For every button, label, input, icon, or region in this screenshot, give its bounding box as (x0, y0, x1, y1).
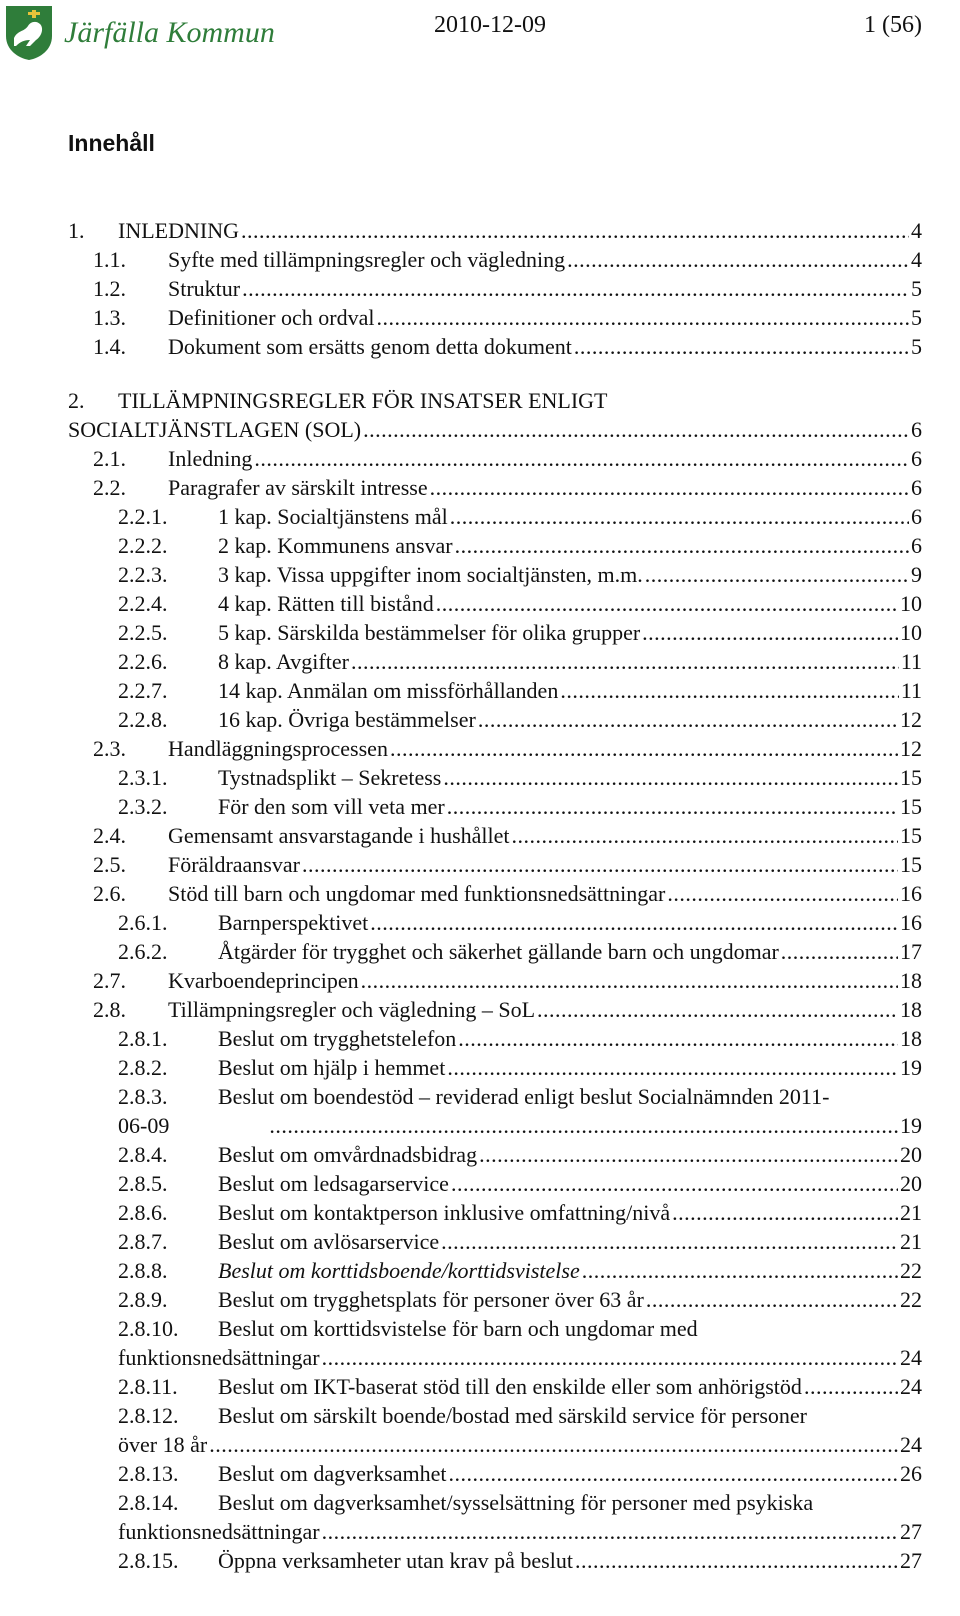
toc-entry[interactable] (0, 245, 960, 275)
toc-page-number: 22 (900, 1287, 922, 1312)
dot-leader (351, 647, 899, 677)
toc-entry[interactable] (0, 386, 960, 416)
toc-entry[interactable] (0, 502, 960, 532)
toc-title: Åtgärder för trygghet och säkerhet gällande barn och ungdomar (218, 939, 779, 964)
toc-number: 2.1. (93, 446, 126, 471)
dot-leader (645, 560, 909, 590)
dot-leader (449, 1459, 898, 1489)
toc-number: 2.2.5. (118, 620, 168, 645)
toc-number: 2.2.4. (118, 591, 168, 616)
toc-number: 2.8.3. (118, 1084, 168, 1109)
toc-page-number: 10 (900, 620, 922, 645)
toc-number: 2.2.2. (118, 533, 168, 558)
toc-entry[interactable] (0, 560, 960, 590)
toc-page-number: 12 (900, 707, 922, 732)
toc-page-number: 5 (911, 305, 922, 330)
toc-title: Beslut om trygghetsplats för personer över 63 år (218, 1287, 644, 1312)
toc-entry[interactable] (0, 676, 960, 706)
toc-heading: Innehåll (68, 130, 155, 156)
dot-leader (781, 937, 898, 967)
dot-leader (512, 821, 898, 851)
toc-page-number: 6 (911, 446, 922, 471)
toc-number: 2.8.6. (118, 1200, 168, 1225)
toc-title: Beslut om avlösarservice (218, 1229, 440, 1254)
dot-leader (575, 1546, 898, 1576)
toc-title: Beslut om hjälp i hemmet (218, 1055, 446, 1080)
toc-number: 1. (68, 218, 85, 243)
toc-title: 1 kap. Socialtjänstens mål (218, 504, 448, 529)
toc-page-number: 5 (911, 334, 922, 359)
toc-number: 2.2.3. (118, 562, 168, 587)
toc-page-number: 19 (900, 1055, 922, 1080)
toc-title: Tillämpningsregler och vägledning – SoL (168, 997, 536, 1022)
toc-page-number: 12 (900, 736, 922, 761)
toc-title: SOCIALTJÄNSTLAGEN (SOL) (68, 417, 362, 442)
toc-entry[interactable] (0, 1401, 960, 1431)
toc-title: Beslut om boendestöd – reviderad enligt beslut Socialnämnden 2011- (218, 1084, 830, 1109)
toc-title: Tystnadsplikt – Sekretess (218, 765, 442, 790)
dot-leader (479, 1140, 898, 1170)
toc-number: 2.8.14. (118, 1490, 179, 1515)
toc-page-number: 9 (911, 562, 922, 587)
toc-entry[interactable] (0, 1343, 960, 1373)
toc-page-number: 19 (900, 1113, 922, 1138)
toc-entry[interactable] (0, 1372, 960, 1402)
toc-number: 2.8.15. (118, 1548, 179, 1573)
toc-entry[interactable] (0, 1488, 960, 1518)
toc-number: 2.8.4. (118, 1142, 168, 1167)
dot-leader (436, 589, 898, 619)
dot-leader (322, 1343, 898, 1373)
toc-number: 2.8. (93, 997, 126, 1022)
toc-entry[interactable] (0, 879, 960, 909)
toc-number: 2.8.2. (118, 1055, 168, 1080)
toc-number: 2. (68, 388, 85, 413)
toc-entry[interactable] (0, 705, 960, 735)
toc-entry[interactable] (0, 1053, 960, 1083)
toc-number: 2.8.11. (118, 1374, 178, 1399)
dot-leader (537, 995, 898, 1025)
dot-leader (447, 1053, 898, 1083)
dot-leader (560, 676, 898, 706)
toc-number: 2.4. (93, 823, 126, 848)
toc-number: 2.2.8. (118, 707, 168, 732)
toc-number: 2.6.1. (118, 910, 168, 935)
toc-title: Beslut om ledsagarservice (218, 1171, 449, 1196)
toc-number: 2.8.1. (118, 1026, 168, 1051)
toc-number: 2.6. (93, 881, 126, 906)
document-date: 2010-12-09 (434, 12, 546, 38)
toc-page-number: 26 (900, 1461, 922, 1486)
toc-title: Beslut om trygghetstelefon (218, 1026, 457, 1051)
dot-leader (241, 216, 909, 246)
toc-title: TILLÄMPNINGSREGLER FÖR INSATSER ENLIGT (118, 388, 608, 413)
toc-page-number: 22 (900, 1258, 922, 1283)
toc-entry[interactable] (0, 1285, 960, 1315)
toc-page-number: 27 (900, 1519, 922, 1544)
dot-leader (447, 792, 898, 822)
toc-title: INLEDNING (118, 218, 239, 243)
toc-title: över 18 år (118, 1432, 208, 1457)
toc-entry[interactable] (0, 415, 960, 445)
toc-title: 16 kap. Övriga bestämmelser (218, 707, 476, 732)
toc-number: 2.3.1. (118, 765, 168, 790)
toc-entry[interactable] (0, 1314, 960, 1344)
toc-entry[interactable] (0, 531, 960, 561)
toc-entry[interactable] (0, 274, 960, 304)
toc-page-number: 21 (900, 1229, 922, 1254)
toc-number: 2.3.2. (118, 794, 168, 819)
toc-entry[interactable] (0, 850, 960, 880)
dot-leader (363, 415, 909, 445)
toc-number: 1.1. (93, 247, 126, 272)
toc-page-number: 20 (900, 1142, 922, 1167)
toc-title: funktionsnedsättningar (118, 1345, 320, 1370)
dot-leader (582, 1256, 898, 1286)
toc-entry[interactable] (0, 966, 960, 996)
logo-wordmark: Järfälla Kommun (64, 16, 275, 49)
toc-entry[interactable] (0, 1227, 960, 1257)
toc-title: 3 kap. Vissa uppgifter inom socialtjänsten, m.m. (218, 562, 643, 587)
dot-leader (443, 763, 898, 793)
toc-entry[interactable] (0, 1430, 960, 1460)
dot-leader (377, 303, 910, 333)
toc-title: Beslut om IKT-baserat stöd till den enskilde eller som anhörigstöd (218, 1374, 802, 1399)
toc-title: Stöd till barn och ungdomar med funktionsnedsättningar (168, 881, 666, 906)
toc-title: Beslut om korttidsboende/korttidsvistelse (218, 1258, 580, 1283)
jarfalla-kommun-logo (2, 2, 302, 62)
dot-leader (242, 274, 909, 304)
toc-title: 5 kap. Särskilda bestämmelser för olika grupper (218, 620, 641, 645)
toc-page-number: 4 (911, 218, 922, 243)
toc-page-number: 4 (911, 247, 922, 272)
dot-leader (209, 1430, 898, 1460)
toc-number: 2.2. (93, 475, 126, 500)
toc-entry[interactable] (0, 303, 960, 333)
toc-title: Definitioner och ordval (168, 305, 375, 330)
dot-leader (269, 1111, 898, 1141)
toc-entry[interactable] (0, 1256, 960, 1286)
toc-number: 2.2.1. (118, 504, 168, 529)
toc-title: Handläggningsprocessen (168, 736, 388, 761)
toc-page-number: 16 (900, 910, 922, 935)
dot-leader (370, 908, 898, 938)
toc-title: Beslut om dagverksamhet (218, 1461, 447, 1486)
toc-title: Gemensamt ansvarstagande i hushållet (168, 823, 510, 848)
page-header (0, 0, 960, 64)
toc-entry[interactable] (0, 734, 960, 764)
toc-page-number: 11 (900, 649, 922, 674)
toc-page-number: 6 (911, 475, 922, 500)
toc-number: 1.2. (93, 276, 126, 301)
toc-page-number: 17 (900, 939, 922, 964)
toc-number: 2.7. (93, 968, 126, 993)
toc-page-number: 15 (900, 765, 922, 790)
toc-title: 4 kap. Rätten till bistånd (218, 591, 434, 616)
toc-number: 2.8.8. (118, 1258, 168, 1283)
toc-number: 2.2.6. (118, 649, 168, 674)
toc-page-number: 27 (900, 1548, 922, 1573)
dot-leader (478, 705, 898, 735)
toc-page-number: 24 (900, 1432, 922, 1457)
dot-leader (667, 879, 898, 909)
toc-page-number: 10 (900, 591, 922, 616)
dot-leader (455, 531, 909, 561)
toc-entry[interactable] (0, 1024, 960, 1054)
toc-title: Dokument som ersätts genom detta dokument (168, 334, 572, 359)
toc-entry[interactable] (0, 1140, 960, 1170)
toc-number: 2.8.10. (118, 1316, 179, 1341)
toc-page-number: 16 (900, 881, 922, 906)
toc-title: 14 kap. Anmälan om missförhållanden (218, 678, 559, 703)
toc-title: Struktur (168, 276, 241, 301)
toc-title: Inledning (168, 446, 253, 471)
toc-entry[interactable] (0, 444, 960, 474)
toc-title: För den som vill veta mer (218, 794, 445, 819)
toc-entry[interactable] (0, 1198, 960, 1228)
toc-title: Föräldraansvar (168, 852, 300, 877)
toc-entry[interactable] (0, 618, 960, 648)
dot-leader (361, 966, 898, 996)
toc-title: Paragrafer av särskilt intresse (168, 475, 428, 500)
toc-page-number: 18 (900, 997, 922, 1022)
toc-entry[interactable] (0, 473, 960, 503)
toc-title: 8 kap. Avgifter (218, 649, 349, 674)
dot-leader (672, 1198, 898, 1228)
toc-number: 1.4. (93, 334, 126, 359)
toc-number: 2.8.5. (118, 1171, 168, 1196)
dot-leader (441, 1227, 898, 1257)
toc-title: Barnperspektivet (218, 910, 369, 935)
dot-leader (567, 245, 909, 275)
toc-number: 2.8.7. (118, 1229, 168, 1254)
toc-entry[interactable] (0, 647, 960, 677)
toc-number: 2.3. (93, 736, 126, 761)
toc-entry[interactable] (0, 1082, 960, 1112)
toc-title: Beslut om särskilt boende/bostad med särskild service för personer (218, 1403, 807, 1428)
toc-entry[interactable] (0, 1546, 960, 1576)
dot-leader (302, 850, 898, 880)
dot-leader (574, 332, 909, 362)
dot-leader (430, 473, 909, 503)
dot-leader (458, 1024, 898, 1054)
dot-leader (390, 734, 898, 764)
toc-title: funktionsnedsättningar (118, 1519, 320, 1544)
toc-number: 2.8.12. (118, 1403, 179, 1428)
toc-entry[interactable] (0, 908, 960, 938)
toc-title: Kvarboendeprincipen (168, 968, 359, 993)
toc-page-number: 6 (911, 504, 922, 529)
toc-page-number: 15 (900, 852, 922, 877)
toc-page-number: 18 (900, 968, 922, 993)
toc-entry[interactable] (0, 1169, 960, 1199)
toc-page-number: 24 (900, 1345, 922, 1370)
toc-number: 2.5. (93, 852, 126, 877)
toc-number: 2.8.13. (118, 1461, 179, 1486)
toc-page-number: 24 (900, 1374, 922, 1399)
toc-entry[interactable] (0, 216, 960, 246)
dot-leader (642, 618, 898, 648)
toc-entry[interactable] (0, 995, 960, 1025)
toc-entry[interactable] (0, 332, 960, 362)
toc-title: Beslut om dagverksamhet/sysselsättning för personer med psykiska (218, 1490, 814, 1515)
toc-page-number: 18 (900, 1026, 922, 1051)
toc-entry[interactable] (0, 821, 960, 851)
toc-title: Beslut om korttidsvistelse för barn och ungdomar med (218, 1316, 698, 1341)
toc-number: 2.8.9. (118, 1287, 168, 1312)
toc-title: Beslut om kontaktperson inklusive omfattning/nivå (218, 1200, 671, 1225)
toc-entry[interactable] (0, 589, 960, 619)
toc-page-number: 21 (900, 1200, 922, 1225)
page-number: 1 (56) (864, 12, 922, 38)
toc-title: Syfte med tillämpningsregler och vägledning (168, 247, 566, 272)
toc-title: Beslut om omvårdnadsbidrag (218, 1142, 478, 1167)
toc-title: 06-09 (118, 1113, 170, 1138)
toc-page-number: 6 (911, 533, 922, 558)
toc-number: 1.3. (93, 305, 126, 330)
toc-entry[interactable] (0, 1459, 960, 1489)
toc-page-number: 20 (900, 1171, 922, 1196)
toc-page-number: 11 (900, 678, 922, 703)
toc-title: Öppna verksamheter utan krav på beslut (218, 1548, 573, 1573)
toc-page-number: 15 (900, 794, 922, 819)
dot-leader (646, 1285, 898, 1315)
toc-title: 2 kap. Kommunens ansvar (218, 533, 453, 558)
toc-page-number: 5 (911, 276, 922, 301)
toc-entry[interactable] (0, 1517, 960, 1547)
toc-page-number: 15 (900, 823, 922, 848)
dot-leader (451, 1169, 898, 1199)
toc-entry[interactable] (0, 1111, 960, 1141)
dot-leader (322, 1517, 898, 1547)
toc-page-number: 6 (911, 417, 922, 442)
toc-number: 2.6.2. (118, 939, 168, 964)
toc-entry[interactable] (0, 763, 960, 793)
dot-leader (450, 502, 909, 532)
dot-leader (254, 444, 909, 474)
toc-entry[interactable] (0, 937, 960, 967)
toc-number: 2.2.7. (118, 678, 168, 703)
toc-entry[interactable] (0, 792, 960, 822)
dot-leader (804, 1372, 898, 1402)
